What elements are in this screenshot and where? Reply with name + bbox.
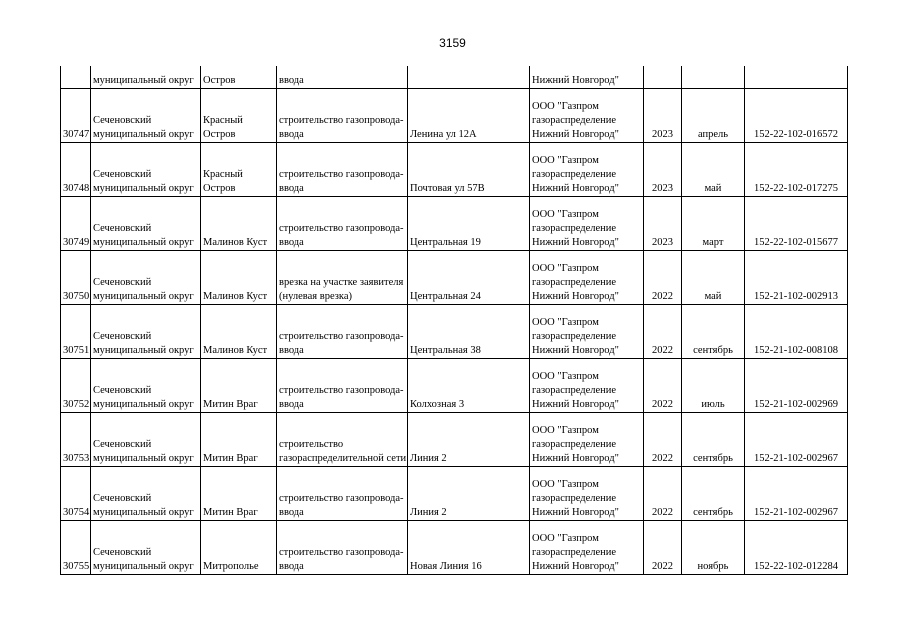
settlement-cell	[201, 359, 277, 413]
settlement-cell-line: Малинов Куст	[203, 345, 268, 356]
district-cell	[91, 413, 201, 467]
work-cell-line: ввода	[279, 345, 304, 356]
district-cell-line: Сеченовский	[93, 169, 152, 180]
settlement-cell	[201, 521, 277, 575]
address-cell: Линия 2	[408, 413, 530, 467]
code-cell: 152-22-102-016572	[745, 89, 848, 143]
table-row	[61, 467, 848, 521]
organization-cell-line: Нижний Новгород"	[532, 453, 619, 464]
work-cell	[277, 89, 408, 143]
organization-cell-line: газораспределение	[532, 223, 617, 234]
registry-table	[60, 66, 848, 575]
row-number: 30751	[61, 305, 91, 359]
organization-cell	[530, 413, 644, 467]
organization-cell	[530, 521, 644, 575]
district-cell	[91, 251, 201, 305]
district-cell-line: Сеченовский	[93, 115, 152, 126]
month-cell: ноябрь	[682, 521, 745, 575]
settlement-cell	[201, 305, 277, 359]
organization-cell-line: Нижний Новгород"	[532, 183, 619, 194]
work-cell-line: строительство газопровода-	[279, 223, 404, 234]
work-cell-line: врезка на участке заявителя	[279, 277, 404, 288]
district-cell	[91, 359, 201, 413]
code-cell: 152-22-102-017275	[745, 143, 848, 197]
district-cell-line: Сеченовский	[93, 385, 152, 396]
settlement-cell-line: Митин Враг	[203, 453, 258, 464]
organization-cell-line: Нижний Новгород"	[532, 129, 619, 140]
address-cell: Колхозная 3	[408, 359, 530, 413]
year-cell	[644, 66, 682, 89]
district-cell	[91, 305, 201, 359]
table-row	[61, 521, 848, 575]
settlement-cell-line	[203, 222, 274, 236]
address-cell: Линия 2	[408, 467, 530, 521]
district-cell	[91, 89, 201, 143]
work-cell-line: (нулевая врезка)	[279, 291, 352, 302]
organization-cell-line: ООО "Газпром	[532, 371, 599, 382]
address-cell: Почтовая ул 57В	[408, 143, 530, 197]
organization-cell-line: ООО "Газпром	[532, 479, 599, 490]
code-cell: 152-21-102-002967	[745, 467, 848, 521]
organization-cell-line: ООО "Газпром	[532, 101, 599, 112]
work-cell-line: строительство	[279, 439, 344, 450]
settlement-cell-line: Малинов Куст	[203, 237, 268, 248]
code-cell: 152-22-102-015677	[745, 197, 848, 251]
settlement-cell	[201, 89, 277, 143]
work-cell-line: строительство газопровода-	[279, 385, 404, 396]
work-cell-line: ввода	[279, 507, 304, 518]
work-cell	[277, 467, 408, 521]
code-cell: 152-21-102-008108	[745, 305, 848, 359]
organization-cell-line: ООО "Газпром	[532, 263, 599, 274]
settlement-cell-line: Красный	[203, 169, 243, 180]
work-cell-line: строительство газопровода-	[279, 169, 404, 180]
month-cell: сентябрь	[682, 413, 745, 467]
work-cell-line: строительство газопровода-	[279, 547, 404, 558]
row-number: 30753	[61, 413, 91, 467]
year-cell: 2022	[644, 467, 682, 521]
work-cell	[277, 359, 408, 413]
row-number: 30750	[61, 251, 91, 305]
work-cell-line: строительство газопровода-	[279, 493, 404, 504]
organization-cell-line: Нижний Новгород"	[532, 345, 619, 356]
table-row	[61, 359, 848, 413]
registry-table-body	[61, 66, 848, 575]
row-number: 30754	[61, 467, 91, 521]
organization-cell-line: ООО "Газпром	[532, 533, 599, 544]
month-cell: сентябрь	[682, 467, 745, 521]
organization-cell	[530, 197, 644, 251]
district-cell-line: муниципальный округ	[93, 561, 194, 572]
work-cell-line: ввода	[279, 399, 304, 410]
district-cell-line: муниципальный округ	[93, 345, 194, 356]
settlement-cell-line: Красный	[203, 115, 243, 126]
row-number: 30752	[61, 359, 91, 413]
table-row	[61, 143, 848, 197]
month-cell: апрель	[682, 89, 745, 143]
work-cell-line: газораспределительной сети	[279, 453, 407, 464]
settlement-cell-line: Митрополье	[203, 561, 259, 572]
organization-cell	[530, 251, 644, 305]
organization-cell: Нижний Новгород"	[530, 66, 644, 89]
address-cell: Новая Линия 16	[408, 521, 530, 575]
month-cell: март	[682, 197, 745, 251]
year-cell: 2023	[644, 143, 682, 197]
organization-cell-line: газораспределение	[532, 277, 617, 288]
work-cell	[277, 197, 408, 251]
year-cell: 2022	[644, 305, 682, 359]
organization-cell-line: ООО "Газпром	[532, 155, 599, 166]
district-cell	[91, 467, 201, 521]
year-cell: 2022	[644, 521, 682, 575]
work-cell	[277, 413, 408, 467]
settlement-cell-line: Митин Враг	[203, 399, 258, 410]
year-cell: 2022	[644, 413, 682, 467]
organization-cell-line: ООО "Газпром	[532, 209, 599, 220]
organization-cell-line: Нижний Новгород"	[532, 561, 619, 572]
row-number: 30748	[61, 143, 91, 197]
district-cell	[91, 143, 201, 197]
district-cell-line: Сеченовский	[93, 547, 152, 558]
district-cell-line: Сеченовский	[93, 277, 152, 288]
work-cell-line: строительство газопровода-	[279, 331, 404, 342]
settlement-cell-line	[203, 330, 274, 344]
settlement-cell-line: Остров	[203, 183, 236, 194]
organization-cell-line: газораспределение	[532, 115, 617, 126]
month-cell: сентябрь	[682, 305, 745, 359]
code-cell: 152-21-102-002967	[745, 413, 848, 467]
organization-cell-line: Нижний Новгород"	[532, 399, 619, 410]
settlement-cell	[201, 197, 277, 251]
settlement-cell: Остров	[201, 66, 277, 89]
row-number	[61, 66, 91, 89]
code-cell	[745, 66, 848, 89]
settlement-cell	[201, 467, 277, 521]
settlement-cell-line	[203, 546, 274, 560]
code-cell: 152-22-102-012284	[745, 521, 848, 575]
month-cell: май	[682, 251, 745, 305]
address-cell: Центральная 24	[408, 251, 530, 305]
organization-cell-line: Нижний Новгород"	[532, 291, 619, 302]
work-cell	[277, 521, 408, 575]
year-cell: 2023	[644, 197, 682, 251]
work-cell-line: ввода	[279, 561, 304, 572]
code-cell: 152-21-102-002913	[745, 251, 848, 305]
organization-cell	[530, 467, 644, 521]
work-cell: ввода	[277, 66, 408, 89]
organization-cell-line: ООО "Газпром	[532, 425, 599, 436]
month-cell: май	[682, 143, 745, 197]
code-cell: 152-21-102-002969	[745, 359, 848, 413]
organization-cell-line: ООО "Газпром	[532, 317, 599, 328]
year-cell: 2023	[644, 89, 682, 143]
work-cell	[277, 143, 408, 197]
district-cell-line: муниципальный округ	[93, 183, 194, 194]
settlement-cell-line	[203, 384, 274, 398]
district-cell-line: муниципальный округ	[93, 507, 194, 518]
address-cell: Центральная 38	[408, 305, 530, 359]
month-cell: июль	[682, 359, 745, 413]
page-number: 3159	[439, 36, 466, 50]
row-number: 30747	[61, 89, 91, 143]
district-cell-line: Сеченовский	[93, 331, 152, 342]
district-cell-line: муниципальный округ	[93, 129, 194, 140]
work-cell-line: ввода	[279, 183, 304, 194]
settlement-cell	[201, 143, 277, 197]
district-cell-line: муниципальный округ	[93, 237, 194, 248]
organization-cell-line: газораспределение	[532, 439, 617, 450]
settlement-cell-line: Митин Враг	[203, 507, 258, 518]
work-cell-line: ввода	[279, 129, 304, 140]
year-cell: 2022	[644, 251, 682, 305]
address-cell: Ленина ул 12А	[408, 89, 530, 143]
continuation-row	[61, 66, 848, 89]
organization-cell-line: газораспределение	[532, 493, 617, 504]
district-cell-line: Сеченовский	[93, 439, 152, 450]
settlement-cell-line: Остров	[203, 129, 236, 140]
year-cell: 2022	[644, 359, 682, 413]
settlement-cell-line	[203, 276, 274, 290]
district-cell-line: муниципальный округ	[93, 453, 194, 464]
work-cell-line: ввода	[279, 237, 304, 248]
organization-cell-line: газораспределение	[532, 385, 617, 396]
district-cell: муниципальный округ	[91, 66, 201, 89]
district-cell	[91, 197, 201, 251]
address-cell: Центральная 19	[408, 197, 530, 251]
table-row	[61, 197, 848, 251]
settlement-cell-line: Малинов Куст	[203, 291, 268, 302]
district-cell-line: муниципальный округ	[93, 291, 194, 302]
table-row	[61, 413, 848, 467]
table-row	[61, 89, 848, 143]
work-cell	[277, 251, 408, 305]
organization-cell-line: газораспределение	[532, 547, 617, 558]
work-cell-line: строительство газопровода-	[279, 115, 404, 126]
row-number: 30749	[61, 197, 91, 251]
district-cell-line: муниципальный округ	[93, 399, 194, 410]
organization-cell-line: Нижний Новгород"	[532, 237, 619, 248]
address-cell	[408, 66, 530, 89]
organization-cell-line: газораспределение	[532, 331, 617, 342]
settlement-cell-line	[203, 438, 274, 452]
organization-cell-line: Нижний Новгород"	[532, 507, 619, 518]
settlement-cell-line	[203, 492, 274, 506]
organization-cell	[530, 143, 644, 197]
organization-cell	[530, 359, 644, 413]
table-row	[61, 305, 848, 359]
work-cell	[277, 305, 408, 359]
month-cell	[682, 66, 745, 89]
district-cell-line: Сеченовский	[93, 223, 152, 234]
district-cell-line: Сеченовский	[93, 493, 152, 504]
settlement-cell	[201, 413, 277, 467]
table-row	[61, 251, 848, 305]
organization-cell	[530, 305, 644, 359]
organization-cell-line: газораспределение	[532, 169, 617, 180]
organization-cell	[530, 89, 644, 143]
row-number: 30755	[61, 521, 91, 575]
district-cell	[91, 521, 201, 575]
settlement-cell	[201, 251, 277, 305]
